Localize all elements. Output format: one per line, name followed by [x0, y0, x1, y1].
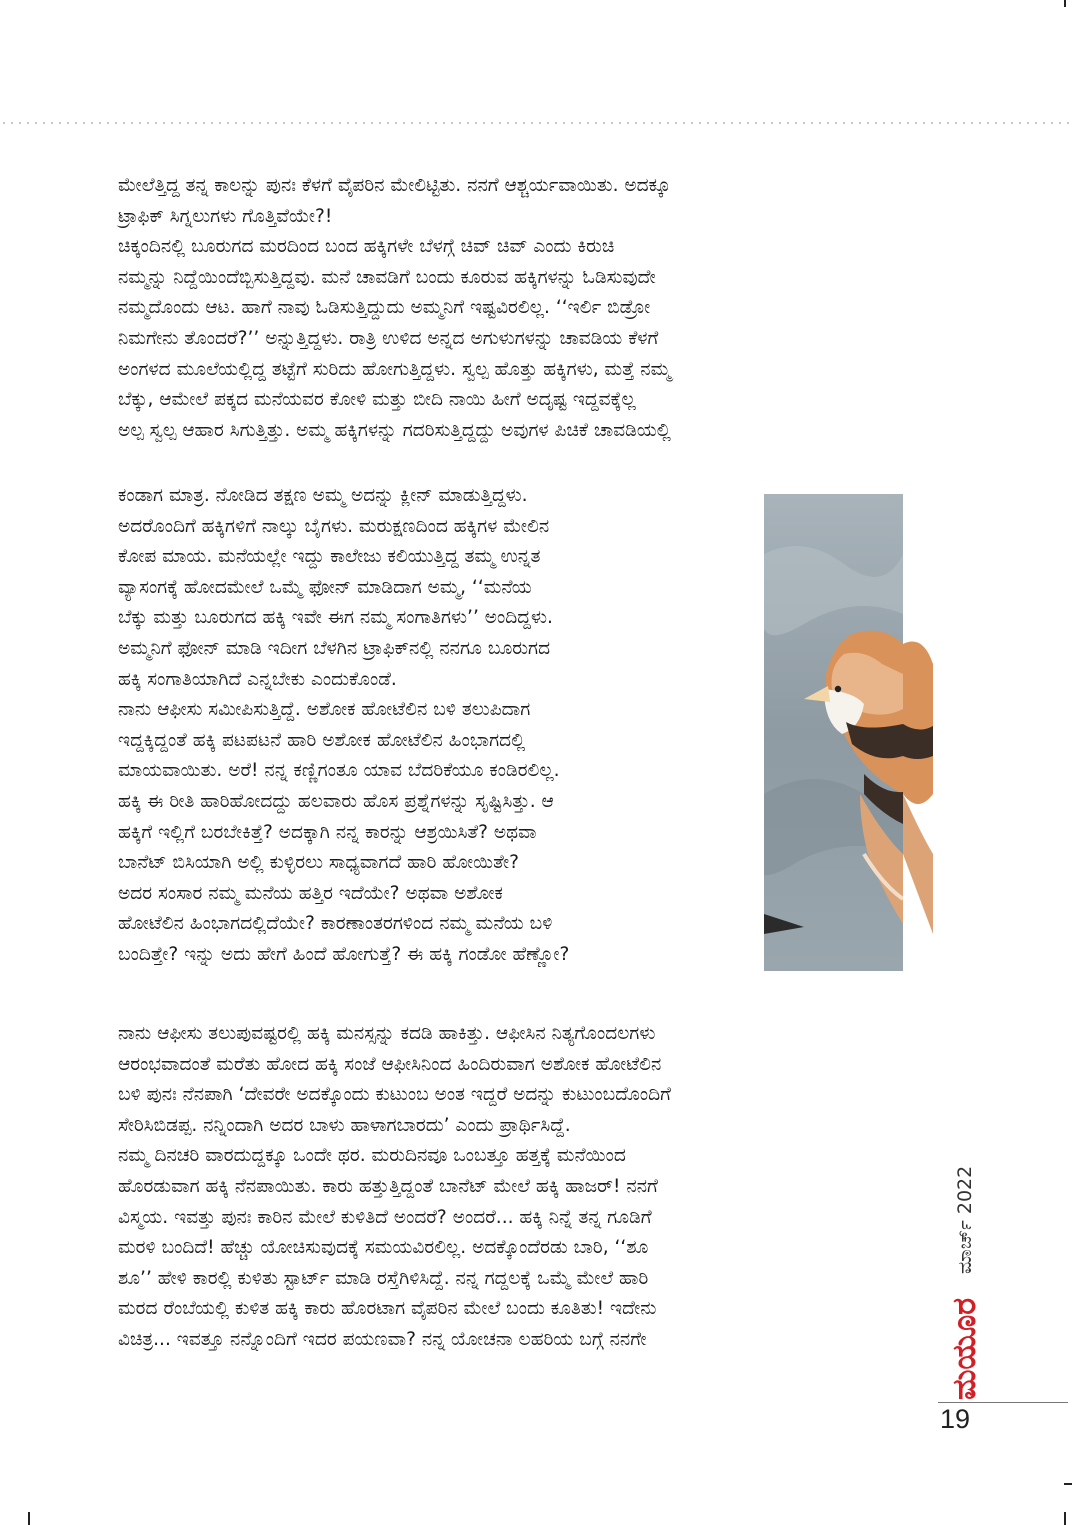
- text-line: ಟ್ರಾಫಿಕ್ ಸಿಗ್ನಲುಗಳು ಗೊತ್ತಿವೆಯೇ?!: [118, 205, 333, 227]
- text-line: ಅದರ ಸಂಸಾರ ನಮ್ಮ ಮನೆಯ ಹತ್ತಿರ ಇದೆಯೇ? ಅಥವಾ ಅಶೋಕ: [118, 882, 503, 904]
- text-line: ಅಲ್ಪ ಸ್ವಲ್ಪ ಆಹಾರ ಸಿಗುತ್ತಿತ್ತು. ಅಮ್ಮ ಹಕ್ಕಿಗಳನ್ನು ಗದರಿಸುತ್ತಿದ್ದದ್ದು ಅವುಗಳ ಪಿಚಿಕೆ ಚಾವಡಿಯಲ್ಲಿ: [118, 419, 671, 441]
- crop-mark-right: [1064, 1483, 1072, 1485]
- text-line: ಅಂಗಳದ ಮೂಲೆಯಲ್ಲಿದ್ದ ತಟ್ಟೆಗೆ ಸುರಿದು ಹೋಗುತ್ತಿದ್ದಳು. ಸ್ವಲ್ಪ ಹೊತ್ತು ಹಕ್ಕಿಗಳು, ಮತ್ತೆ ನಮ್ಮ: [118, 358, 671, 380]
- page-number: 19: [940, 1404, 971, 1434]
- text-line: ನಮ್ಮ ದಿನಚರಿ ವಾರದುದ್ದಕ್ಕೂ ಒಂದೇ ಥರ. ಮರುದಿನವೂ ಒಂಬತ್ತೂ ಹತ್ತಕ್ಕೆ ಮನೆಯಿಂದ: [118, 1145, 626, 1167]
- text-line: ಚಿಕ್ಕಂದಿನಲ್ಲಿ ಬೂರುಗದ ಮರದಿಂದ ಬಂದ ಹಕ್ಕಿಗಳೇ ಬೆಳಗ್ಗೆ ಚಿವ್ ಚಿವ್ ಎಂದು ಕಿರುಚಿ: [118, 236, 615, 258]
- bird-illustration: [764, 494, 903, 971]
- text-line: ಅಮ್ಮನಿಗೆ ಫೋನ್ ಮಾಡಿ ಇದೀಗ ಬೆಳಗಿನ ಟ್ರಾಫಿಕ್‌ನಲ್ಲಿ ನನಗೂ ಬೂರುಗದ: [118, 637, 551, 659]
- text-line: ನಮ್ಮನ್ನು ನಿದ್ದೆಯಿಂದೆಬ್ಬಿಸುತ್ತಿದ್ದವು. ಮನೆ ಚಾವಡಿಗೆ ಬಂದು ಕೂರುವ ಹಕ್ಕಿಗಳನ್ನು ಓಡಿಸುವುದೇ: [118, 266, 656, 288]
- text-line: ಮೇಲೆತ್ತಿದ್ದ ತನ್ನ ಕಾಲನ್ನು ಪುನಃ ಕೆಳಗೆ ವೈಪರಿನ ಮೇಲಿಟ್ಟಿತು. ನನಗೆ ಆಶ್ಚರ್ಯವಾಯಿತು. ಅದಕ್ಕೂ: [118, 175, 671, 196]
- article-block-beside-image: [118, 481, 738, 971]
- text-line: ಬಂದಿತ್ತೇ? ಇನ್ನು ಅದು ಹೇಗೆ ಹಿಂದೆ ಹೋಗುತ್ತೆ? ಈ ಹಕ್ಕಿ ಗಂಡೋ ಹೆಣ್ಣೋ?: [118, 943, 570, 965]
- magazine-sidebar: [925, 1100, 983, 1400]
- text-line: ಕೋಪ ಮಾಯ. ಮನೆಯಲ್ಲೇ ಇದ್ದು ಕಾಲೇಜು ಕಲಿಯುತ್ತಿದ್ದ ತಮ್ಮ ಉನ್ನತ: [118, 546, 541, 568]
- article-block-bottom: [118, 1019, 903, 1356]
- text-line: ಹಕ್ಕಿ ಈ ರೀತಿ ಹಾರಿಹೋದದ್ದು ಹಲವಾರು ಹೊಸ ಪ್ರಶ್ನೆಗಳನ್ನು ಸೃಷ್ಟಿಸಿತ್ತು. ಆ: [118, 790, 554, 812]
- text-line: ಶೂ’’ ಹೇಳಿ ಕಾರಲ್ಲಿ ಕುಳಿತು ಸ್ಟಾರ್ಟ್ ಮಾಡಿ ರಸ್ತೆಗಿಳಿಸಿದ್ದೆ. ನನ್ನ ಗದ್ದಲಕ್ಕೆ ಒಮ್ಮೆ ಮೇಲೆ ಹಾರಿ: [118, 1267, 649, 1289]
- text-line: ವ್ಯಾಸಂಗಕ್ಕೆ ಹೋದಮೇಲೆ ಒಮ್ಮೆ ಫೋನ್ ಮಾಡಿದಾಗ ಅಮ್ಮ, ‘‘ಮನೆಯ: [118, 576, 532, 598]
- text-line: ಬೆಕ್ಕು, ಆಮೇಲೆ ಪಕ್ಕದ ಮನೆಯವರ ಕೋಳಿ ಮತ್ತು ಬೀದಿ ನಾಯಿ ಹೀಗೆ ಅದೃಷ್ಟ ಇದ್ದವಕ್ಕೆಲ್ಲ: [118, 389, 636, 411]
- text-line: ನಾನು ಆಫೀಸು ಸಮೀಪಿಸುತ್ತಿದ್ದೆ. ಅಶೋಕ ಹೋಟೆಲಿನ ಬಳಿ ತಲುಪಿದಾಗ: [118, 699, 531, 721]
- text-line: ಆರಂಭವಾದಂತೆ ಮರೆತು ಹೋದ ಹಕ್ಕಿ ಸಂಜೆ ಆಫೀಸಿನಿಂದ ಹಿಂದಿರುವಾಗ ಅಶೋಕ ಹೋಟೆಲಿನ: [118, 1053, 662, 1075]
- text-line: ಹೋಟೆಲಿನ ಹಿಂಭಾಗದಲ್ಲಿದೆಯೇ? ಕಾರಣಾಂತರಗಳಿಂದ ನಮ್ಮ ಮನೆಯ ಬಳಿ: [118, 913, 553, 935]
- text-line: ಹಕ್ಕಿ ಸಂಗಾತಿಯಾಗಿದೆ ಎನ್ನಬೇಕು ಎಂದುಕೊಂಡೆ.: [118, 668, 397, 690]
- text-line: ಬಳಿ ಪುನಃ ನೆನಪಾಗಿ ‘ದೇವರೇ ಅದಕ್ಕೊಂದು ಕುಟುಂಬ ಅಂತ ಇದ್ದರೆ ಅದನ್ನು ಕುಟುಂಬದೊಂದಿಗೆ: [118, 1084, 671, 1106]
- text-line: ಮರಳಿ ಬಂದಿದೆ! ಹೆಚ್ಚು ಯೋಚಿಸುವುದಕ್ಕೆ ಸಮಯವಿರಲಿಲ್ಲ. ಅದಕ್ಕೊಂದೆರಡು ಬಾರಿ, ‘‘ಶೂ: [118, 1237, 649, 1259]
- crop-mark-bottom-right: [1064, 1512, 1066, 1525]
- magazine-logo: ಮಯೂರ: [945, 1297, 983, 1400]
- text-line: ಸೇರಿಸಿಬಿಡಪ್ಪ. ನನ್ನಿಂದಾಗಿ ಅದರ ಬಾಳು ಹಾಳಾಗಬಾರದು’ ಎಂದು ಪ್ರಾರ್ಥಿಸಿದ್ದೆ.: [118, 1114, 571, 1136]
- page-number-rule: [938, 1402, 1068, 1403]
- text-line: ಹಕ್ಕಿಗೆ ಇಲ್ಲಿಗೆ ಬರಬೇಕಿತ್ತೆ? ಅದಕ್ಕಾಗಿ ನನ್ನ ಕಾರನ್ನು ಆಶ್ರಯಿಸಿತೆ? ಅಥವಾ: [118, 821, 537, 843]
- bird-illustration-edge: [903, 494, 937, 971]
- dotted-header-rule: [0, 122, 1072, 124]
- text-line: ಇದ್ದಕ್ಕಿದ್ದಂತೆ ಹಕ್ಕಿ ಪಟಪಟನೆ ಹಾರಿ ಅಶೋಕ ಹೋಟೆಲಿನ ಹಿಂಭಾಗದಲ್ಲಿ: [118, 729, 526, 751]
- text-line: ಅದರೊಂದಿಗೆ ಹಕ್ಕಿಗಳಿಗೆ ನಾಲ್ಕು ಬೈಗಳು. ಮರುಕ್ಷಣದಿಂದ ಹಕ್ಕಿಗಳ ಮೇಲಿನ: [118, 515, 550, 537]
- text-line: ಮಾಯವಾಯಿತು. ಅರೆ! ನನ್ನ ಕಣ್ಣಿಗಂತೂ ಯಾವ ಬೆದರಿಕೆಯೂ ಕಂಡಿರಲಿಲ್ಲ.: [118, 760, 560, 782]
- text-line: ಬಾನೆಟ್ ಬಿಸಿಯಾಗಿ ಅಲ್ಲಿ ಕುಳ್ಳಿರಲು ಸಾಧ್ಯವಾಗದೆ ಹಾರಿ ಹೋಯಿತೇ?: [118, 852, 519, 874]
- text-line: ವಿಚಿತ್ರ... ಇವತ್ತೂ ನನ್ನೊಂದಿಗೆ ಇದರ ಪಯಣವಾ? ನನ್ನ ಯೋಚನಾ ಲಹರಿಯ ಬಗ್ಗೆ ನನಗೇ: [118, 1328, 647, 1350]
- text-line: ಬೆಕ್ಕು ಮತ್ತು ಬೂರುಗದ ಹಕ್ಕಿ ಇವೇ ಈಗ ನಮ್ಮ ಸಂಗಾತಿಗಳು’’ ಅಂದಿದ್ದಳು.: [118, 607, 553, 629]
- text-line: ವಿಸ್ಮಯ. ಇವತ್ತು ಪುನಃ ಕಾರಿನ ಮೇಲೆ ಕುಳಿತಿದೆ ಅಂದರೆ? ಅಂದರೆ... ಹಕ್ಕಿ ನಿನ್ನೆ ತನ್ನ ಗೂಡಿಗೆ: [118, 1206, 652, 1228]
- text-line: ಹೊರಡುವಾಗ ಹಕ್ಕಿ ನೆನಪಾಯಿತು. ಕಾರು ಹತ್ತುತ್ತಿದ್ದಂತೆ ಬಾನೆಟ್ ಮೇಲೆ ಹಕ್ಕಿ ಹಾಜರ್! ನನಗೆ: [118, 1175, 658, 1197]
- text-line: ಮರದ ರೆಂಬೆಯಲ್ಲಿ ಕುಳಿತ ಹಕ್ಕಿ ಕಾರು ಹೊರಟಾಗ ವೈಪರಿನ ಮೇಲೆ ಬಂದು ಕೂತಿತು! ಇದೇನು: [118, 1298, 657, 1320]
- text-line: ನಮ್ಮದೊಂದು ಆಟ. ಹಾಗೆ ನಾವು ಓಡಿಸುತ್ತಿದ್ದುದು ಅಮ್ಮನಿಗೆ ಇಷ್ಟವಿರಲಿಲ್ಲ. ‘‘ಇರ್ಲಿ ಬಿಡ್ರೋ: [118, 297, 651, 319]
- text-line: ನಿಮಗೇನು ತೊಂದರೆ?’’ ಅನ್ನುತ್ತಿದ್ದಳು. ರಾತ್ರಿ ಉಳಿದ ಅನ್ನದ ಅಗುಳುಗಳನ್ನು ಚಾವಡಿಯ ಕೆಳಗೆ: [118, 327, 659, 349]
- article-block-top: [118, 171, 903, 446]
- issue-date: ಮಾರ್ಚ್ 2022: [953, 1165, 976, 1274]
- text-line: ಕಂಡಾಗ ಮಾತ್ರ. ನೋಡಿದ ತಕ್ಷಣ ಅಮ್ಮ ಅದನ್ನು ಕ್ಲೀನ್ ಮಾಡುತ್ತಿದ್ದಳು.: [118, 485, 528, 506]
- crop-mark-bottom-left: [28, 1512, 30, 1525]
- crop-mark-top: [1064, 0, 1066, 7]
- text-line: ನಾನು ಆಫೀಸು ತಲುಪುವಷ್ಟರಲ್ಲಿ ಹಕ್ಕಿ ಮನಸ್ಸನ್ನು ಕದಡಿ ಹಾಕಿತ್ತು. ಆಫೀಸಿನ ನಿತ್ಯಗೊಂದಲಗಳು: [118, 1023, 656, 1044]
